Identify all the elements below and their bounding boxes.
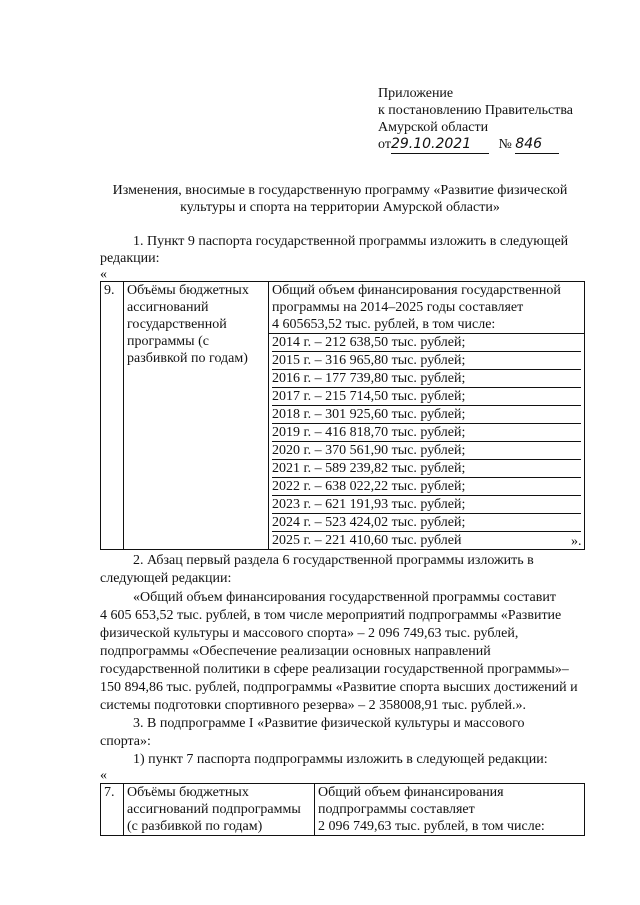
table1-intro — [269, 282, 584, 334]
table1-value-cell — [269, 282, 585, 550]
year-row: 2020 г. – 370 561,90 тыс. рублей; — [272, 442, 581, 460]
p3-line-1: 3. В подпрограмме I «Развитие физической культуры и массового — [133, 716, 525, 731]
quote-open-2: « — [100, 768, 107, 783]
table1-intro-line: 4 605653,52 тыс. рублей, в том числе: — [272, 317, 496, 332]
year-row: 2023 г. – 621 191,93 тыс. рублей; — [272, 496, 581, 514]
year-row: 2014 г. – 212 638,50 тыс. рублей; — [272, 334, 581, 352]
p1-line-2: редакции: — [100, 251, 160, 266]
table1-years — [269, 334, 584, 549]
table1-intro-line: Общий объем финансирования государственной — [272, 283, 561, 298]
table1-intro-line: программы на 2014–2025 годы составляет — [272, 300, 524, 315]
table2-label-cell — [124, 784, 315, 836]
table2-value-line: 2 096 749,63 тыс. рублей, в том числе: — [318, 819, 545, 834]
approval-line-1: Приложение — [378, 86, 454, 101]
table2-label-line: ассигнований подпрограммы — [127, 802, 301, 817]
table2-value-cell — [315, 784, 585, 836]
table2-label-line: Объёмы бюджетных — [127, 785, 249, 800]
p2-line-2: следующей редакции: — [100, 571, 232, 586]
year-row: 2015 г. – 316 965,80 тыс. рублей; — [272, 352, 581, 370]
year-row: 2019 г. – 416 818,70 тыс. рублей; — [272, 424, 581, 442]
approval-date-line — [378, 136, 573, 154]
table1-row-number: 9. — [101, 282, 124, 550]
from-label: от — [378, 137, 391, 152]
quote-open-1: « — [100, 267, 107, 282]
table2-value-line: подпрограммы составляет — [318, 802, 475, 817]
p2-quote-line-5: государственной политики в сфере реализации государственной программы»– — [100, 662, 569, 677]
funding-table-program — [100, 281, 585, 550]
table1-label-line: ассигнований — [127, 300, 209, 315]
p1-line-1: 1. Пункт 9 паспорта государственной программы изложить в следующей — [133, 234, 569, 249]
p3-line-3: 1) пункт 7 паспорта подпрограммы изложить в следующей редакции: — [133, 752, 548, 767]
table1-label-line: Объёмы бюджетных — [127, 283, 249, 298]
approval-block — [378, 85, 573, 154]
p2-quote-line-2: 4 605 653,52 тыс. рублей, в том числе мероприятий подпрограммы «Развитие — [100, 608, 562, 623]
year-row: 2024 г. – 523 424,02 тыс. рублей; — [272, 514, 581, 532]
year-row: 2017 г. – 215 714,50 тыс. рублей; — [272, 388, 581, 406]
p3-line-2: спорта»: — [100, 734, 151, 749]
p2-quote-line-3: физической культуры и массового спорта» – 2 096 749,63 тыс. рублей, — [100, 626, 519, 641]
table1-label-line: программы (с — [127, 334, 209, 349]
year-row: 2025 г. – 221 410,60 тыс. рублей — [272, 533, 462, 548]
table2-row-number: 7. — [101, 784, 124, 836]
p2-quote-line-7: системы подготовки спортивного резерва» – 2 358008,91 тыс. рублей.». — [100, 698, 527, 713]
year-row: 2021 г. – 589 239,82 тыс. рублей; — [272, 460, 581, 478]
p2-quote-line-1: «Общий объем финансирования государственной программы составит — [133, 590, 556, 605]
p2-quote-line-6: 150 894,86 тыс. рублей, подпрограммы «Развитие спорта высших достижений и — [100, 680, 578, 695]
year-row: 2016 г. – 177 739,80 тыс. рублей; — [272, 370, 581, 388]
approval-line-2: к постановлению Правительства — [378, 103, 574, 118]
table1-label-cell — [124, 282, 269, 550]
table2-label-line: (с разбивкой по годам) — [127, 819, 263, 834]
table1-label-line: государственной — [127, 317, 227, 332]
p2-line-1: 2. Абзац первый раздела 6 государственной программы изложить в — [133, 553, 534, 568]
table1-label-line: разбивкой по годам) — [127, 351, 248, 366]
funding-table-subprogram — [100, 783, 585, 836]
approval-line-3: Амурской области — [378, 120, 489, 135]
quote-close-1: ». — [571, 534, 582, 549]
year-row: 2022 г. – 638 022,22 тыс. рублей; — [272, 478, 581, 496]
handwritten-number: 846 — [515, 136, 559, 154]
table2-value-line: Общий объем финансирования — [318, 785, 504, 800]
number-label: № — [498, 137, 512, 152]
document-title: Изменения, вносимые в государственную программу «Развитие физической культуры и спорта на территории Амурской области» — [112, 183, 568, 215]
handwritten-date: 29.10.2021 — [391, 136, 489, 154]
p2-quote-line-4: подпрограммы «Обеспечение реализации основных направлений — [100, 644, 491, 659]
year-row: 2018 г. – 301 925,60 тыс. рублей; — [272, 406, 581, 424]
